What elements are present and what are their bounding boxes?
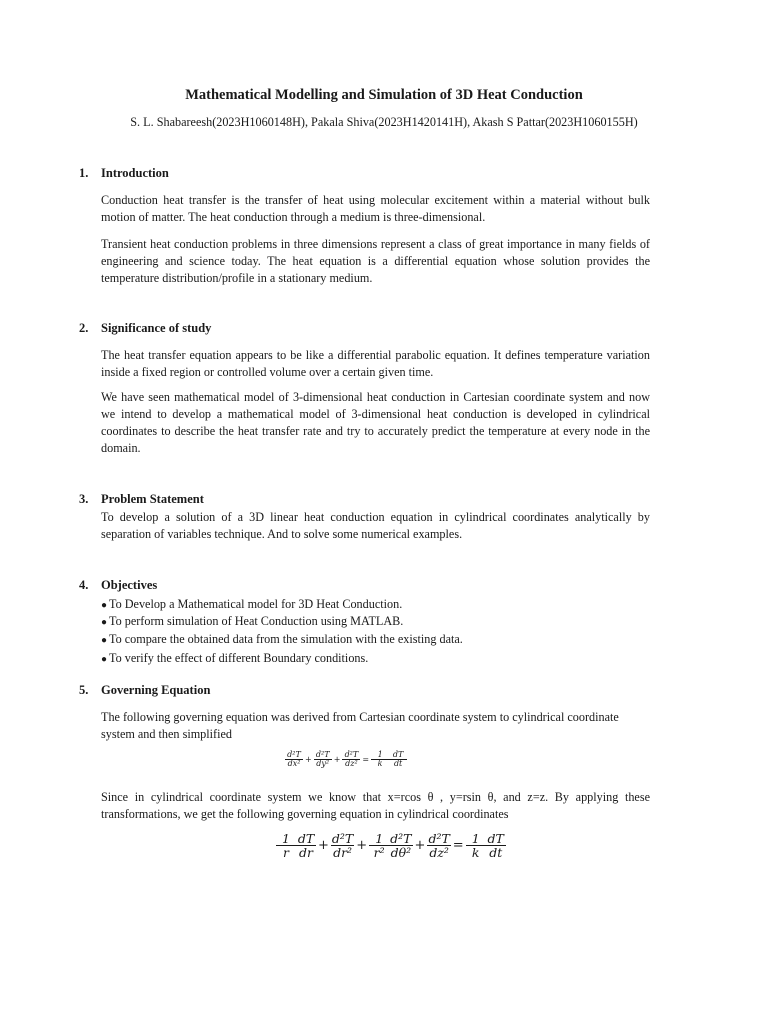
section-number: 4. [79, 578, 89, 592]
document-title: Mathematical Modelling and Simulation of 3D Heat Conduction [185, 87, 583, 103]
fraction-denominator: k [377, 759, 383, 769]
document-authors: S. L. Shabareesh(2023H1060148H), Pakala Shiva(2023H1420141H), Akash S Pattar(2023H1060155H) [130, 115, 638, 129]
fraction-denominator: dt [489, 845, 503, 861]
equation-cartesian [285, 751, 407, 769]
section-heading-objectives [79, 578, 157, 593]
fraction-numerator: d²T [428, 831, 450, 846]
equation-fraction [389, 832, 412, 859]
fraction-numerator: dT [487, 831, 504, 846]
fraction-denominator: dr² [333, 845, 353, 861]
equation-fraction [276, 832, 296, 859]
significance-paragraph-1: The heat transfer equation appears to be like a differential parabolic equation. It defines temperature variation inside a fixed region or controlled volume over a certain given time. [101, 348, 650, 379]
fraction-numerator: dT [297, 831, 315, 846]
equation-fraction [389, 751, 407, 769]
fraction-denominator: dt [393, 759, 403, 769]
section-title: Problem Statement [101, 492, 204, 506]
objective-item: ● To perform simulation of Heat Conduction using MATLAB. [101, 614, 404, 628]
equation-operator: + [333, 755, 341, 765]
fraction-denominator: dθ² [390, 845, 412, 861]
bullet-icon: ● [101, 617, 108, 628]
equation-operator: + [356, 838, 368, 854]
fraction-numerator: d²T [390, 831, 412, 846]
section-number: 1. [79, 166, 89, 180]
fraction-denominator: dy² [316, 759, 330, 769]
section-heading-governing-equation [79, 683, 210, 698]
equation-fraction [427, 832, 450, 859]
equation-operator: = [362, 755, 370, 765]
governing-equation-paragraph-2: Since in cylindrical coordinate system we know that x=rcos θ , y=rsin θ, and z=z. By applying these transformations, we get the following governing equation in cylindrical coordinates [101, 790, 650, 821]
equation-fraction [371, 751, 389, 769]
equation-fraction [342, 751, 360, 769]
introduction-paragraph-1: Conduction heat transfer is the transfer of heat using molecular excitement within a material without bulk motion of matter. The heat conduction through a medium is three-dimensional. [101, 193, 650, 224]
fraction-numerator: d²T [314, 751, 332, 760]
section-number: 2. [79, 321, 89, 335]
fraction-numerator: d²T [342, 751, 360, 760]
objective-item: ● To verify the effect of different Boundary conditions. [101, 651, 369, 665]
fraction-numerator: 1 [466, 832, 486, 846]
section-heading-introduction [79, 166, 169, 181]
section-number: 5. [79, 683, 89, 697]
fraction-numerator: d²T [331, 831, 354, 846]
bullet-icon: ● [101, 600, 108, 611]
fraction-denominator: k [471, 845, 480, 861]
section-title: Introduction [101, 166, 169, 180]
section-title: Significance of study [101, 321, 212, 335]
equation-fraction [296, 832, 316, 859]
section-number: 3. [79, 492, 89, 506]
fraction-denominator: dz² [345, 759, 358, 769]
section-heading-significance [79, 321, 211, 336]
equation-operator: = [452, 838, 464, 854]
governing-equation-paragraph-1: The following governing equation was derived from Cartesian coordinate system to cylindrical coordinate system and then simplified [101, 710, 619, 741]
fraction-denominator: dx² [287, 759, 301, 769]
fraction-numerator: dT [389, 751, 407, 760]
equation-fraction [314, 751, 332, 769]
equation-fraction [331, 832, 354, 859]
fraction-denominator: r² [373, 845, 385, 861]
introduction-paragraph-2: Transient heat conduction problems in three dimensions represent a class of great importance in many fields of engineering and science today. The heat equation is a differential equation whose solution provides the temperature distribution/profile in a stationary medium. [101, 237, 650, 285]
objective-item: ● To compare the obtained data from the simulation with the existing data. [101, 632, 463, 646]
equation-operator: + [305, 755, 312, 765]
objective-item: ● To Develop a Mathematical model for 3D Heat Conduction. [101, 597, 403, 611]
equation-fraction [486, 832, 506, 859]
fraction-denominator: dz² [429, 845, 449, 861]
fraction-numerator: d²T [285, 751, 303, 760]
section-heading-problem-statement [79, 492, 204, 507]
bullet-icon: ● [101, 654, 108, 665]
equation-operator: + [318, 838, 329, 854]
fraction-denominator: r [283, 845, 289, 861]
fraction-numerator: 1 [276, 832, 296, 846]
bullet-icon: ● [101, 635, 108, 646]
equation-cylindrical [276, 832, 506, 859]
section-title: Governing Equation [101, 683, 211, 697]
fraction-numerator: 1 [371, 751, 389, 760]
equation-operator: + [414, 838, 426, 854]
fraction-denominator: dr [299, 845, 313, 861]
fraction-numerator: 1 [369, 832, 389, 846]
equation-fraction [369, 832, 389, 859]
section-title: Objectives [101, 578, 158, 592]
problem-statement-paragraph: To develop a solution of a 3D linear heat conduction equation in cylindrical coordinates analytically by separation of variables technique. And to solve some numerical examples. [101, 510, 650, 541]
significance-paragraph-2: We have seen mathematical model of 3-dimensional heat conduction in Cartesian coordinate system and now we intend to develop a mathematical model of 3-dimensional heat conduction is developed in cylindrical coordinates to describe the heat transfer rate and try to accurately predict the temperature at every node in the domain. [101, 390, 650, 455]
equation-fraction [466, 832, 486, 859]
equation-fraction [285, 751, 303, 769]
